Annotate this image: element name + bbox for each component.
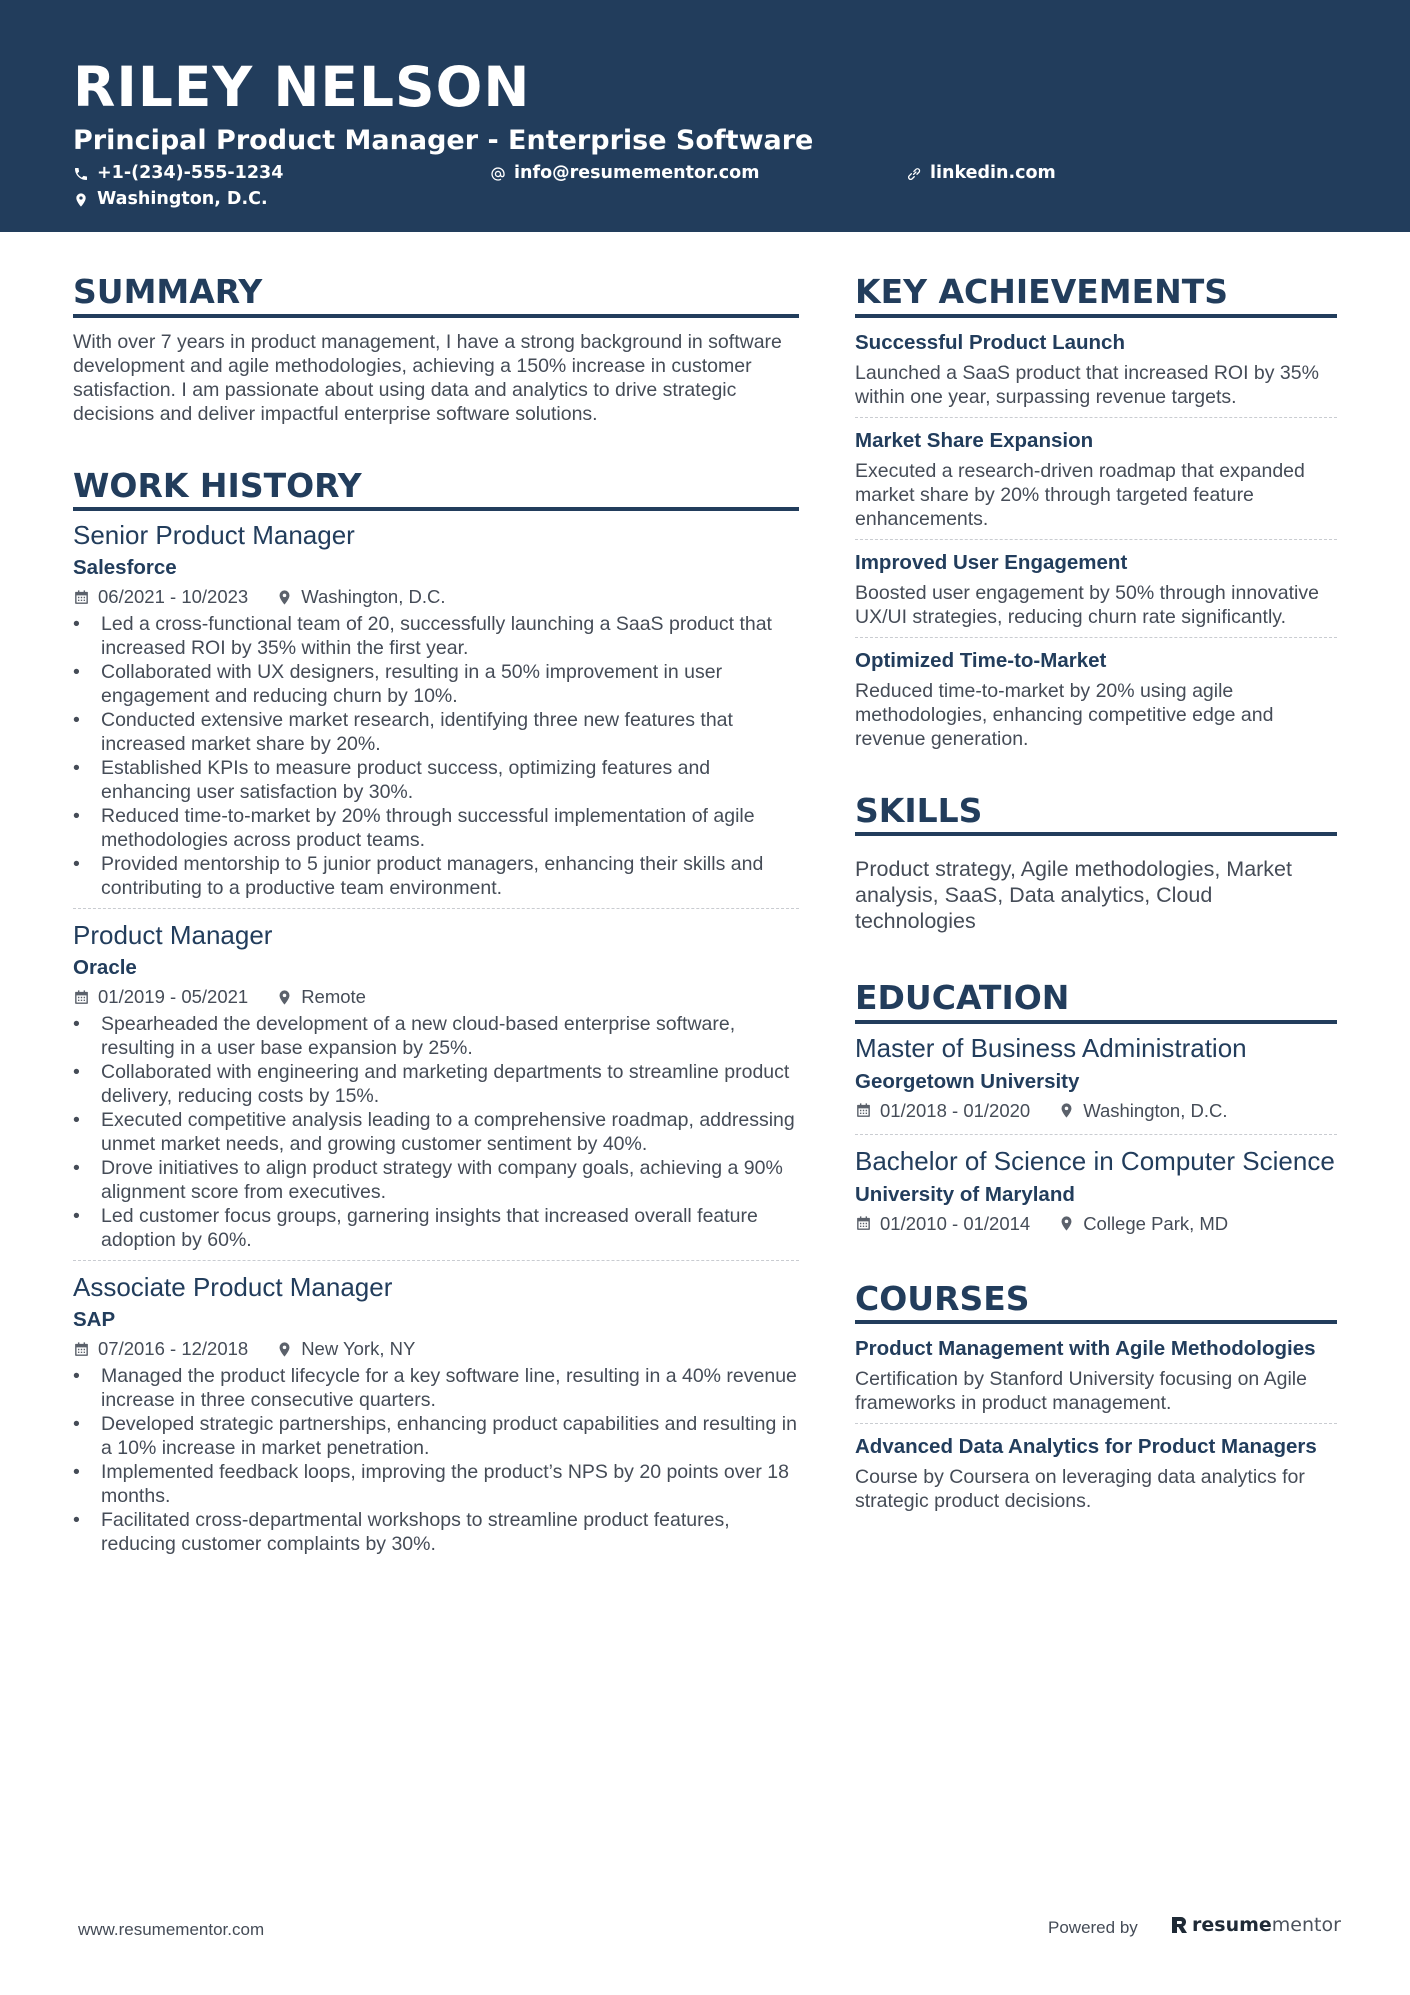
education-meta: [855, 1211, 1337, 1237]
courses-heading: COURSES: [855, 1279, 1337, 1325]
course-text: Course by Coursera on leveraging data analytics for strategic product decisions.: [855, 1466, 1305, 1513]
job-entry: [73, 908, 799, 1260]
job-bullet: • Implemented feedback loops, improving the product’s NPS by 20 points over 18 months.: [73, 1460, 799, 1508]
phone-text: +1-(234)-555-1234: [97, 163, 284, 183]
calendar-icon: [855, 1215, 872, 1232]
email-text: info@resumementor.com: [514, 163, 760, 183]
job-location: [276, 1336, 415, 1362]
job-bullet: • Led customer focus groups, garnering insights that increased overall feature adoption by 60%.: [73, 1204, 799, 1252]
job-company: Salesforce: [73, 556, 177, 580]
course-text: Certification by Stanford University focusing on Agile frameworks in product management.: [855, 1368, 1307, 1415]
course-item: [855, 1336, 1337, 1423]
calendar-icon: [73, 589, 90, 606]
achievement-item: [855, 539, 1337, 637]
education-meta: [855, 1098, 1337, 1124]
job-location-text: New York, NY: [301, 1338, 416, 1360]
candidate-name: RILEY NELSON: [73, 55, 531, 119]
job-location-text: Washington, D.C.: [301, 586, 446, 608]
education-degree: Master of Business Administration: [855, 1032, 1247, 1063]
phone-icon: [73, 166, 89, 182]
job-bullets: [73, 1364, 799, 1556]
job-bullet: • Drove initiatives to align product strategy with company goals, achieving a 90% alignment score from executives.: [73, 1156, 799, 1204]
job-location: [276, 584, 445, 610]
job-role: Product Manager: [73, 920, 273, 951]
education-item: [855, 1032, 1337, 1134]
courses-section: [855, 1279, 1337, 1522]
course-item: [855, 1423, 1337, 1521]
job-dates: 01/2019 - 05/2021: [98, 986, 249, 1008]
education-degree: Bachelor of Science in Computer Science: [855, 1145, 1335, 1176]
achievement-item: [855, 637, 1337, 759]
summary-text: With over 7 years in product management, I have a strong background in software development and agile methodologies, achieving a 150% increase in customer satisfaction. I am passionate about using data and analytics to drive strategic decisions and deliver impactful enterprise software solutions.: [73, 330, 782, 425]
contact-email[interactable]: [490, 165, 759, 183]
job-bullet: • Spearheaded the development of a new cloud-based enterprise software, resulting in a user base expansion by 25%.: [73, 1012, 799, 1060]
job-bullet: • Established KPIs to measure product success, optimizing features and enhancing user satisfaction by 30%.: [73, 756, 799, 804]
job-bullets: [73, 1012, 799, 1252]
job-bullet: • Collaborated with UX designers, resulting in a 50% improvement in user engagement and reducing churn by 10%.: [73, 660, 799, 708]
skills-section: [855, 791, 1337, 935]
brand-text-bold: resume: [1192, 1914, 1272, 1936]
job-location-text: Remote: [301, 986, 366, 1008]
skills-heading: SKILLS: [855, 791, 1337, 837]
achievement-text: Launched a SaaS product that increased ROI by 35% within one year, surpassing revenue targets.: [855, 361, 1319, 408]
map-pin-icon: [73, 192, 89, 208]
education-section: [855, 978, 1337, 1247]
summary-heading: SUMMARY: [73, 272, 799, 318]
job-meta: [73, 584, 799, 610]
map-pin-icon: [1058, 1102, 1075, 1119]
job-bullet: • Executed competitive analysis leading to a comprehensive roadmap, addressing unmet market needs, and growing customer sentiment by 40%.: [73, 1108, 799, 1156]
job-bullet: • Managed the product lifecycle for a key software line, resulting in a 40% revenue increase in three consecutive quarters.: [73, 1364, 799, 1412]
achievement-text: Executed a research-driven roadmap that expanded market share by 20% through targeted feature enhancements.: [855, 459, 1305, 530]
job-entry: [73, 1260, 799, 1564]
map-pin-icon: [276, 1341, 293, 1358]
job-dates: 07/2016 - 12/2018: [98, 1338, 249, 1360]
achievement-title: Improved User Engagement: [855, 550, 1128, 574]
contact-location: [73, 191, 268, 209]
calendar-icon: [73, 1341, 90, 1358]
link-icon: [906, 166, 922, 182]
brand-logo[interactable]: [1170, 1914, 1341, 1936]
achievement-item: [855, 330, 1337, 417]
achievement-text: Reduced time-to-market by 20% using agile methodologies, enhancing competitive edge and revenue generation.: [855, 679, 1274, 750]
job-bullet: • Collaborated with engineering and marketing departments to streamline product delivery, reducing costs by 15%.: [73, 1060, 799, 1108]
job-bullet: • Developed strategic partnerships, enhancing product capabilities and resulting in a 10% increase in market penetration.: [73, 1412, 799, 1460]
job-role: Associate Product Manager: [73, 1272, 393, 1303]
job-bullets: [73, 612, 799, 900]
powered-by-label: Powered by: [1048, 1918, 1138, 1937]
job-meta: [73, 1336, 799, 1362]
job-dates: 06/2021 - 10/2023: [98, 586, 249, 608]
job-company: Oracle: [73, 956, 137, 980]
left-column: [73, 272, 799, 1564]
education-item: [855, 1134, 1337, 1247]
footer-url[interactable]: www.resumementor.com: [78, 1920, 265, 1939]
education-school: University of Maryland: [855, 1182, 1075, 1206]
education-school: Georgetown University: [855, 1069, 1080, 1093]
map-pin-icon: [276, 589, 293, 606]
education-location: [1058, 1211, 1228, 1237]
job-bullet: • Led a cross-functional team of 20, successfully launching a SaaS product that increased ROI by 35% within the first year.: [73, 612, 799, 660]
job-bullet: • Conducted extensive market research, identifying three new features that increased market share by 20%.: [73, 708, 799, 756]
achievement-text: Boosted user engagement by 50% through innovative UX/UI strategies, reducing churn rate significantly.: [855, 581, 1319, 628]
contact-linkedin[interactable]: [906, 165, 1056, 183]
at-icon: [490, 166, 506, 182]
achievement-title: Market Share Expansion: [855, 428, 1094, 452]
skills-text: Product strategy, Agile methodologies, Market analysis, SaaS, Data analytics, Cloud technologies: [855, 857, 1292, 934]
job-bullet: • Facilitated cross-departmental workshops to streamline product features, reducing customer complaints by 30%.: [73, 1508, 799, 1556]
education-heading: EDUCATION: [855, 978, 1337, 1024]
summary-section: [73, 272, 799, 426]
achievements-section: [855, 272, 1337, 759]
job-bullet: • Reduced time-to-market by 20% through successful implementation of agile methodologies across product teams.: [73, 804, 799, 852]
brand-mark-icon: [1170, 1915, 1188, 1935]
right-column: [855, 272, 1337, 1521]
map-pin-icon: [1058, 1215, 1075, 1232]
job-role: Senior Product Manager: [73, 520, 355, 551]
work-history-section: [73, 466, 799, 1565]
achievement-title: Optimized Time-to-Market: [855, 648, 1107, 672]
course-title: Advanced Data Analytics for Product Managers: [855, 1435, 1317, 1459]
header-banner: [0, 0, 1410, 232]
job-company: SAP: [73, 1308, 116, 1332]
contact-phone[interactable]: [73, 165, 283, 183]
candidate-title: Principal Product Manager - Enterprise Software: [73, 125, 814, 156]
calendar-icon: [73, 989, 90, 1006]
job-entry: [73, 519, 799, 908]
education-location-text: College Park, MD: [1083, 1212, 1229, 1234]
course-title: Product Management with Agile Methodologies: [855, 1337, 1316, 1361]
education-dates: 01/2010 - 01/2014: [880, 1212, 1031, 1234]
map-pin-icon: [276, 989, 293, 1006]
calendar-icon: [855, 1102, 872, 1119]
linkedin-text: linkedin.com: [930, 163, 1056, 183]
work-history-heading: WORK HISTORY: [73, 466, 799, 512]
job-bullet: • Provided mentorship to 5 junior product managers, enhancing their skills and contributing to a productive team environment.: [73, 852, 799, 900]
job-location: [276, 984, 366, 1010]
location-text: Washington, D.C.: [97, 189, 268, 209]
education-dates: 01/2018 - 01/2020: [880, 1099, 1031, 1121]
education-location: [1058, 1098, 1227, 1124]
achievements-heading: KEY ACHIEVEMENTS: [855, 272, 1337, 318]
brand-text-light: mentor: [1271, 1914, 1341, 1936]
job-meta: [73, 984, 799, 1010]
achievement-title: Successful Product Launch: [855, 330, 1125, 354]
education-location-text: Washington, D.C.: [1083, 1099, 1228, 1121]
achievement-item: [855, 417, 1337, 539]
